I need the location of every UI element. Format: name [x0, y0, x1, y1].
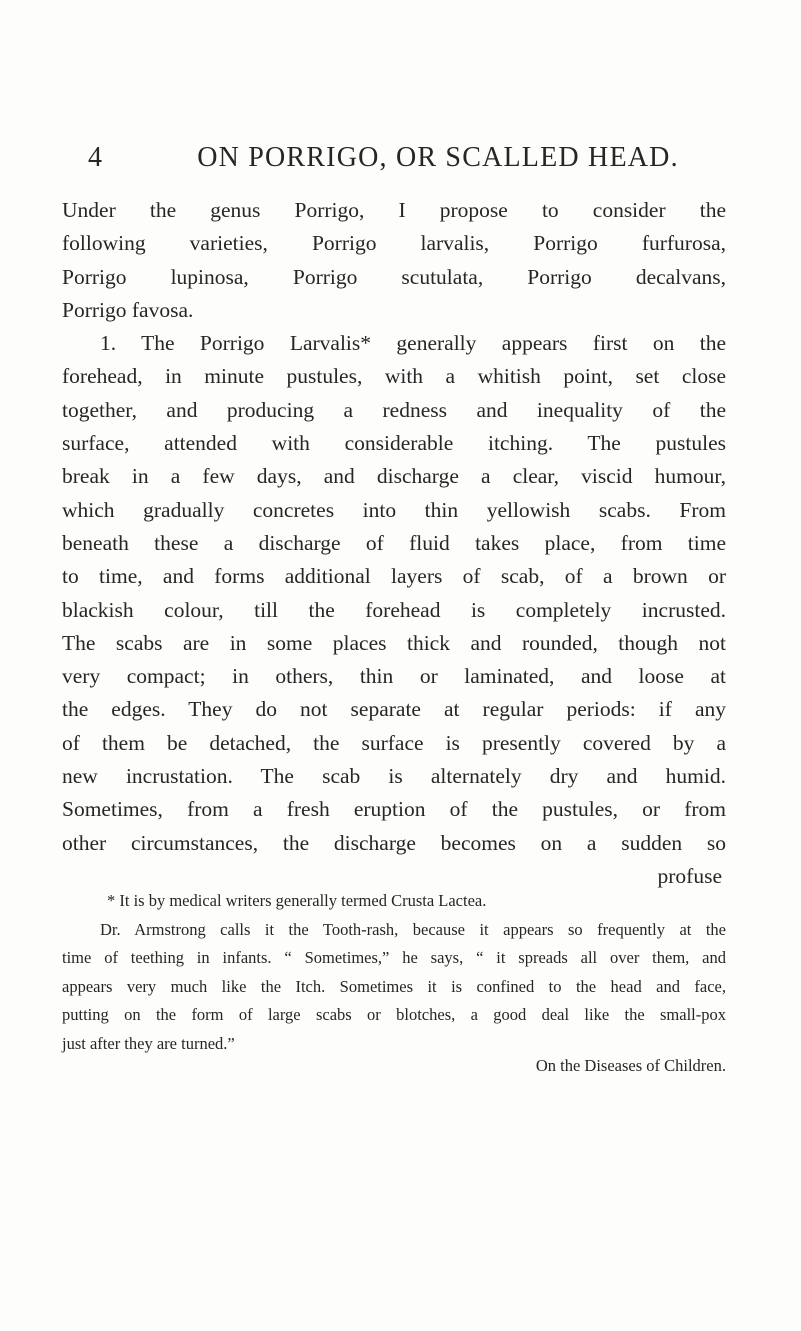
footnote-line-1: * It is by medical writers generally termed Crusta Lactea.	[107, 891, 487, 910]
catchword: profuse	[657, 863, 722, 888]
body-line-9: break in a few days, and discharge a clear, viscid humour,	[62, 464, 726, 489]
body-line-10: which gradually concretes into thin yellowish scabs. From	[62, 497, 726, 522]
body-line-5: 1. The Porrigo Larvalis* generally appears first on the	[100, 331, 726, 356]
body-line-6: forehead, in minute pustules, with a whitish point, set close	[62, 364, 726, 389]
footnote-line-6: just after they are turned.”	[62, 1033, 235, 1053]
body-line-2: following varieties, Porrigo larvalis, Porrigo furfurosa,	[62, 231, 726, 256]
footnote-source: On the Diseases of Children.	[535, 1056, 726, 1075]
body-line-14: The scabs are in some places thick and rounded, though not	[62, 630, 726, 655]
body-line-11: beneath these a discharge of fluid takes place, from time	[62, 530, 726, 555]
body-line-20: other circumstances, the discharge becomes on a sudden so	[62, 830, 726, 855]
body-line-12: to time, and forms additional layers of scab, of a brown or	[62, 564, 726, 589]
footnote	[62, 887, 726, 1081]
body-line-1: Under the genus Porrigo, I propose to consider the	[62, 198, 726, 222]
body-line-4: Porrigo favosa.	[62, 297, 194, 322]
footnote-line-3: time of teething in infants. “ Sometimes,” he says, “ it spreads all over them, and	[62, 948, 726, 967]
body-line-3: Porrigo lupinosa, Porrigo scutulata, Porrigo decalvans,	[62, 264, 726, 289]
body-line-19: Sometimes, from a fresh eruption of the pustules, or from	[62, 797, 726, 822]
body-line-18: new incrustation. The scab is alternately dry and humid.	[62, 764, 726, 789]
body-line-16: the edges. They do not separate at regular periods: if any	[62, 697, 726, 722]
footnote-line-4: appears very much like the Itch. Sometimes it is confined to the head and face,	[62, 976, 726, 996]
body-text	[62, 194, 726, 893]
body-line-17: of them be detached, the surface is presently covered by a	[62, 730, 726, 755]
body-line-13: blackish colour, till the forehead is completely incrusted.	[62, 597, 726, 622]
footnote-line-2: Dr. Armstrong calls it the Tooth-rash, because it appears so frequently at the	[100, 919, 726, 939]
page-number: 4	[88, 142, 103, 173]
footnote-line-5: putting on the form of large scabs or blotches, a good deal like the small-pox	[62, 1005, 726, 1024]
body-line-7: together, and producing a redness and inequality of the	[62, 397, 726, 422]
page-header	[88, 142, 728, 182]
body-line-15: very compact; in others, thin or laminated, and loose at	[62, 664, 726, 689]
body-line-8: surface, attended with considerable itching. The pustules	[62, 431, 726, 456]
running-head: ON PORRIGO, OR SCALLED HEAD.	[197, 142, 679, 173]
